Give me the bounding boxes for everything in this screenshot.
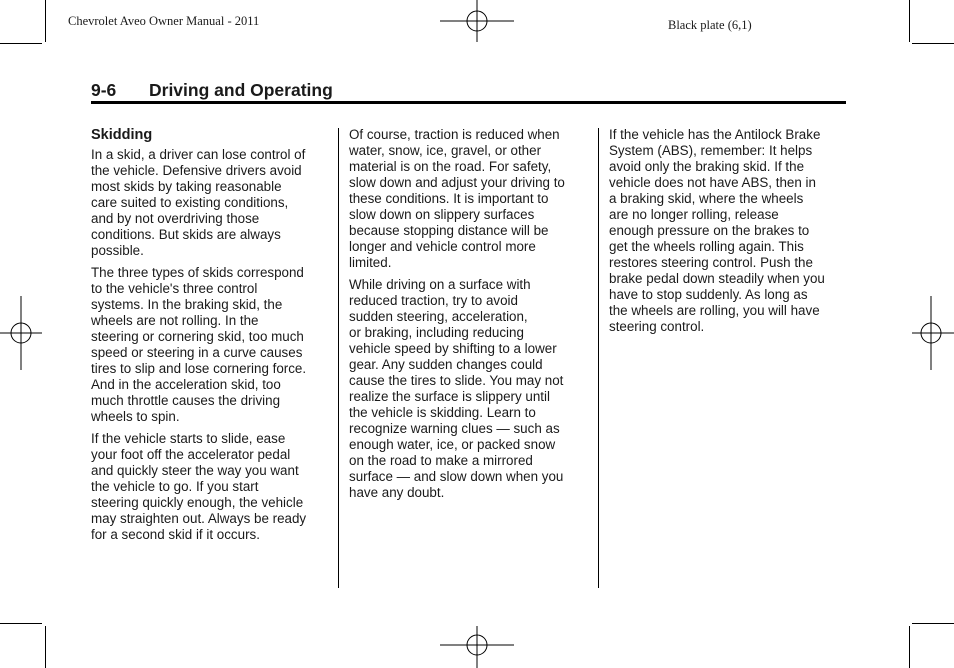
text-line: wheels to spin. — [91, 409, 180, 424]
text-line: most skids by taking reasonable — [91, 179, 282, 194]
text-line: steering or cornering skid, too much — [91, 329, 304, 344]
registration-mark-top-icon — [440, 0, 514, 44]
text-line: the vehicle is skidding. Learn to — [349, 405, 536, 420]
text-line: systems. In the braking skid, the — [91, 297, 283, 312]
crop-mark-top-left-v — [45, 0, 46, 42]
subsection-heading: Skidding — [91, 127, 153, 143]
text-line: vehicle speed by shifting to a lower — [349, 341, 557, 356]
text-line: System (ABS), remember: It helps — [609, 143, 813, 158]
text-line: and quickly steer the way you want — [91, 463, 299, 478]
text-line: tires to slip and lose cornering force. — [91, 361, 307, 376]
crop-mark-bottom-right-v — [909, 626, 910, 668]
crop-mark-top-right-h — [912, 43, 954, 44]
text-line: restores steering control. Push the — [609, 255, 813, 270]
text-line: may straighten out. Always be ready — [91, 511, 307, 526]
text-line: for a second skid if it occurs. — [91, 527, 260, 542]
registration-mark-right-icon — [910, 296, 954, 370]
text-line: surface — and slow down when you — [349, 469, 564, 484]
text-line: the vehicle to go. If you start — [91, 479, 259, 494]
crop-mark-bottom-left-v — [45, 626, 46, 668]
text-line: Of course, traction is reduced when — [349, 127, 560, 142]
text-line: In a skid, a driver can lose control of — [91, 147, 306, 162]
text-line: get the wheels rolling again. This — [609, 239, 804, 254]
text-line: possible. — [91, 243, 144, 258]
text-line: If the vehicle has the Antilock Brake — [609, 127, 821, 142]
manual-title: Chevrolet Aveo Owner Manual - 2011 — [68, 14, 260, 28]
text-line: And in the acceleration skid, too — [91, 377, 281, 392]
text-line: brake pedal down steadily when you — [609, 271, 825, 286]
text-line: vehicle does not have ABS, then in — [609, 175, 816, 190]
text-line: conditions. But skids are always — [91, 227, 281, 242]
text-line: recognize warning clues — such as — [349, 421, 560, 436]
text-line: limited. — [349, 255, 392, 270]
text-line: much throttle causes the driving — [91, 393, 281, 408]
text-line: water, snow, ice, gravel, or other — [349, 143, 542, 158]
text-line: or braking, including reducing — [349, 325, 524, 340]
text-line: your foot off the accelerator pedal — [91, 447, 291, 462]
paragraph — [609, 127, 849, 335]
text-line: a braking skid, where the wheels — [609, 191, 804, 206]
text-line: and by not overdriving those — [91, 211, 260, 226]
paragraph — [91, 265, 331, 425]
text-line: reduced traction, try to avoid — [349, 293, 518, 308]
paragraph — [91, 431, 331, 543]
paragraph — [349, 277, 589, 501]
crop-mark-bottom-right-h — [912, 623, 954, 624]
text-line: steering control. — [609, 319, 705, 334]
text-line: gear. Any sudden changes could — [349, 357, 543, 372]
text-line: have any doubt. — [349, 485, 445, 500]
paragraph — [91, 147, 331, 259]
text-line: While driving on a surface with — [349, 277, 531, 292]
text-line: longer and vehicle control more — [349, 239, 536, 254]
text-line: to the vehicle's three control — [91, 281, 258, 296]
text-line: steering quickly enough, the vehicle — [91, 495, 304, 510]
text-line: the wheels are rolling, you will have — [609, 303, 820, 318]
crop-mark-top-left-h — [0, 43, 42, 44]
text-line: material is on the road. For safety, — [349, 159, 552, 174]
text-line: on the road to make a mirrored — [349, 453, 533, 468]
text-line: have to stop suddenly. As long as — [609, 287, 808, 302]
text-line: the vehicle. Defensive drivers avoid — [91, 163, 302, 178]
text-line: If the vehicle starts to slide, ease — [91, 431, 286, 446]
text-line: are no longer rolling, release — [609, 207, 779, 222]
text-line: enough water, ice, or packed snow — [349, 437, 556, 452]
text-line: slow down and adjust your driving to — [349, 175, 565, 190]
text-line: The three types of skids correspond — [91, 265, 304, 280]
section-number: 9-6 — [91, 80, 117, 100]
text-line: speed or steering in a curve causes — [91, 345, 303, 360]
text-column-1 — [91, 127, 331, 549]
crop-mark-bottom-left-h — [0, 623, 42, 624]
text-line: care suited to existing conditions, — [91, 195, 289, 210]
text-line: because stopping distance will be — [349, 223, 549, 238]
text-line: avoid only the braking skid. If the — [609, 159, 805, 174]
text-line: enough pressure on the brakes to — [609, 223, 810, 238]
paragraph — [349, 127, 589, 271]
crop-mark-top-right-v — [909, 0, 910, 42]
section-title: Driving and Operating — [149, 80, 333, 100]
text-line: sudden steering, acceleration, — [349, 309, 528, 324]
text-line: realize the surface is slippery until — [349, 389, 550, 404]
column-divider — [598, 128, 599, 588]
registration-mark-bottom-icon — [440, 624, 514, 668]
registration-mark-left-icon — [0, 296, 44, 370]
column-divider — [338, 128, 339, 588]
text-line: wheels are not rolling. In the — [91, 313, 259, 328]
text-line: cause the tires to slide. You may not — [349, 373, 564, 388]
text-line: these conditions. It is important to — [349, 191, 549, 206]
text-line: slow down on slippery surfaces — [349, 207, 535, 222]
section-rule — [91, 101, 846, 104]
plate-label: Black plate (6,1) — [668, 18, 752, 32]
text-column-3 — [609, 127, 849, 341]
text-column-2 — [349, 127, 589, 507]
